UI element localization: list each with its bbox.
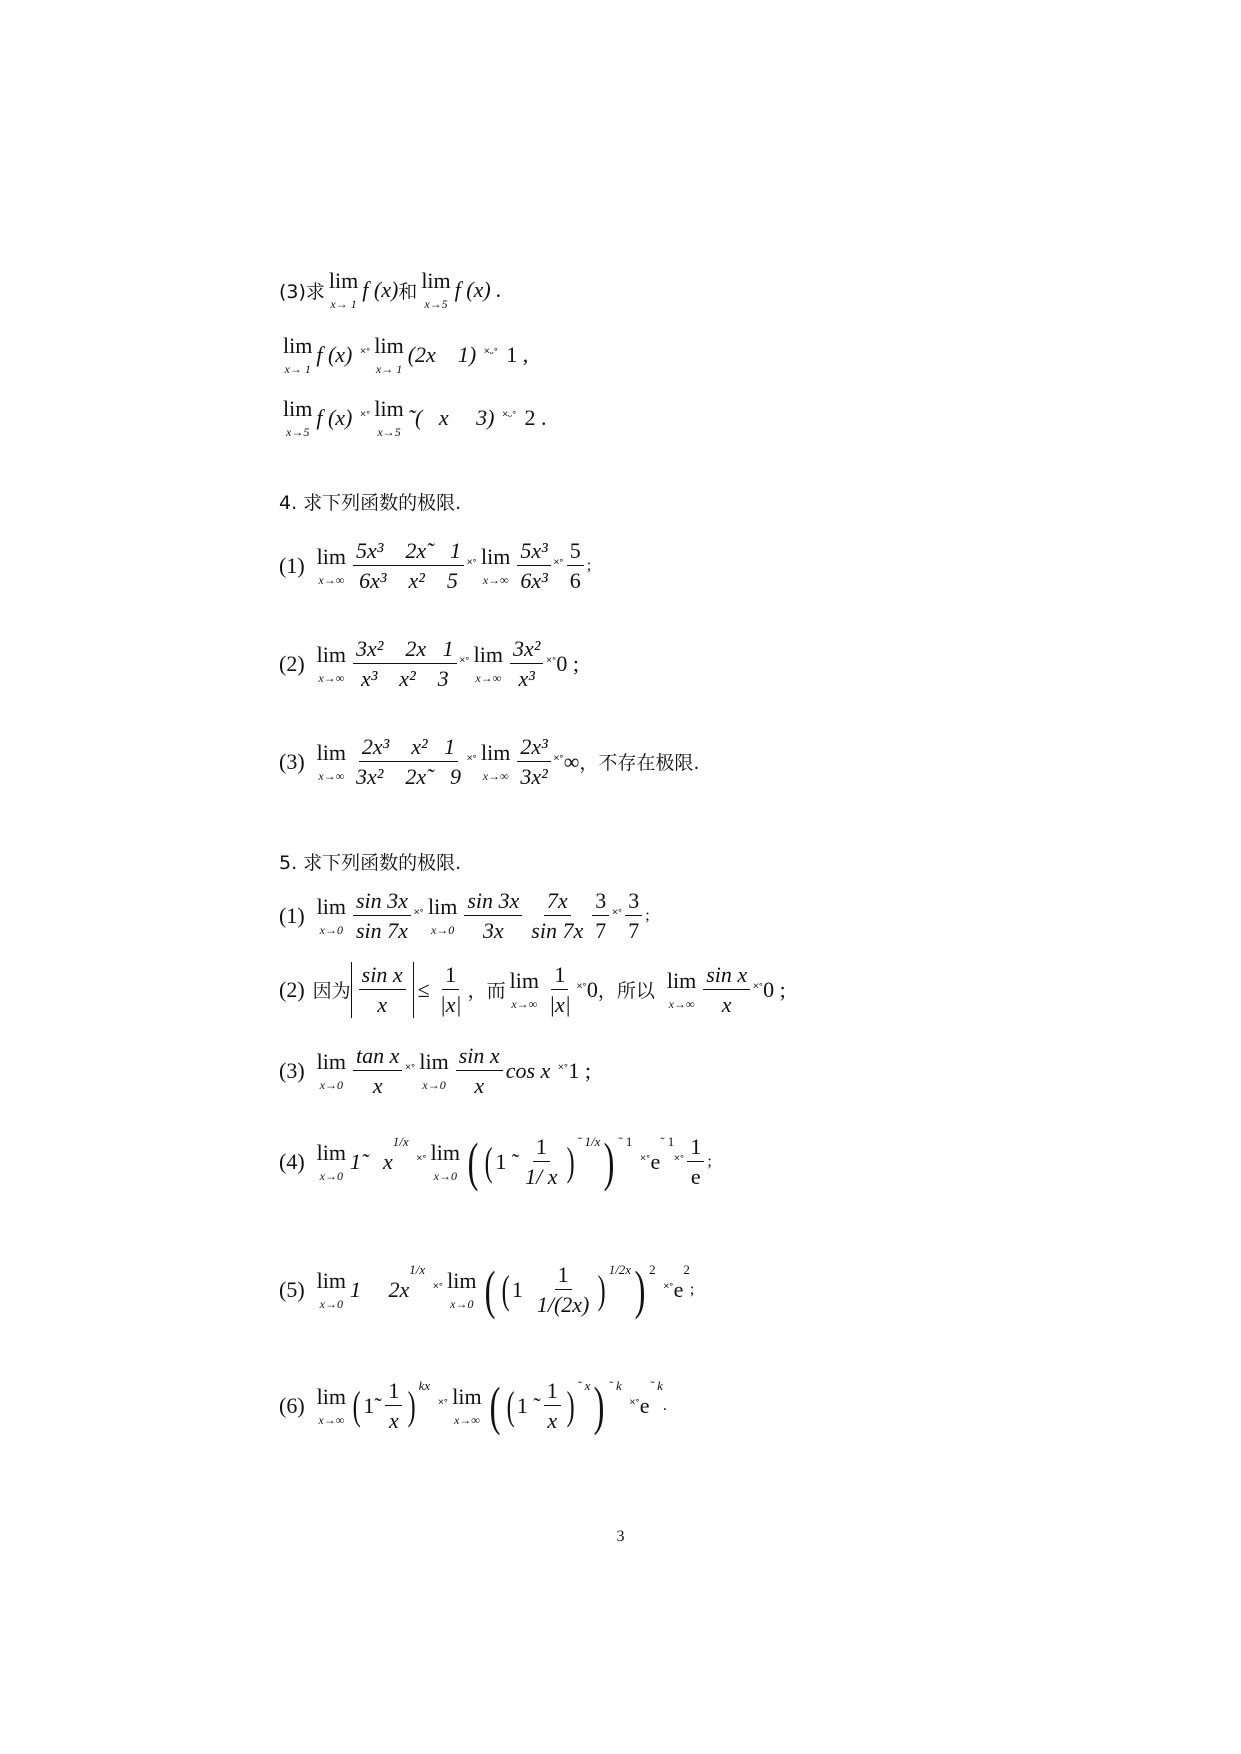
punct: ; [586,556,592,574]
numerator: 2x³ [517,734,550,762]
denominator: 1/ x [525,1164,558,1190]
limit [316,543,346,587]
absolute-value [351,962,414,1018]
limit [427,893,458,937]
numerator: 3 [592,888,609,916]
lim-word: lim [283,333,313,358]
sec4-p1 [279,538,591,594]
lim-word: lim [480,543,511,569]
limit [666,967,697,1011]
left-paren: ( [484,1259,495,1320]
limit [316,1267,346,1311]
denominator: e [690,1164,701,1190]
denominator: 7 [628,918,640,944]
lim-sub: x→0 [422,1077,446,1092]
eq-glyph: ˟˚ [405,1062,416,1078]
limit [283,335,312,375]
exponent: 1/x [409,1262,426,1277]
inner-term: 1̃ [363,1392,375,1418]
conj: 和 [398,280,418,303]
lim-word: lim [316,1383,346,1409]
expr: (2x 1) [407,342,477,367]
limit [316,739,346,783]
denominator: |x| [439,992,462,1018]
denominator: 7 [595,918,607,944]
right-paren: ) [603,1131,615,1192]
lim-sub: x→5 [377,425,401,439]
item3-line2 [279,335,528,375]
exponent: ˜ 1 [660,1134,675,1149]
item-label: (1) [279,552,305,578]
le-symbol: ≤ [417,976,430,1002]
numerator: sin 3x [353,888,411,916]
fraction [625,888,642,944]
denominator: |x| [548,992,571,1018]
text: ，所以 [597,980,655,1003]
right-paren: ) [634,1259,646,1320]
denominator: x [474,1073,485,1099]
lim-sub: x→0 [450,1296,474,1311]
limit [316,893,346,937]
lim-sub: x→ 1 [330,297,357,311]
numerator: sin x [359,962,406,990]
numerator: 1 [533,1134,550,1162]
lim-word: lim [328,268,359,293]
lim-word: lim [473,641,503,667]
lim-word: lim [316,1139,346,1165]
func: f (x) . [454,277,502,302]
eq-glyph: ˟˚ [629,1397,640,1413]
lim-sub: x→0 [430,922,455,937]
fraction [385,1378,402,1434]
fraction [353,734,464,790]
note: ，不存在极限. [579,752,700,775]
left-paren: ( [352,1382,361,1428]
lim-word: lim [427,893,458,919]
limit [473,641,503,685]
item-label: (5) [279,1276,305,1302]
eq-glyph: ˟˚ [553,753,564,769]
numerator: tan x [353,1043,402,1071]
limit [374,335,403,375]
sec5-p3 [279,1043,591,1099]
fraction [510,636,543,692]
eq-glyph: ˟˚ [416,1153,427,1169]
fraction [456,1043,503,1099]
lim-sub: x→5 [286,425,310,439]
sec5-p4 [279,1131,712,1192]
exponent: 1/x [392,1134,409,1149]
result: 0 [586,976,598,1002]
lim-word: lim [283,396,313,421]
eq-glyph: ˟˚ [459,655,470,671]
denominator: 3x² [520,764,548,790]
denominator: x [372,1073,383,1099]
limit [480,543,511,587]
lim-sub: x→0 [319,922,343,937]
item-label: (3) [279,748,305,774]
eq-glyph: ˟ᵕ˚ [484,347,499,362]
item-label: (6) [279,1392,305,1418]
sec5-p1 [279,888,650,944]
euler-e: e [673,1276,684,1302]
exponent: ˜ x [577,1378,591,1393]
denominator: x [388,1408,399,1434]
lim-word: lim [316,739,346,765]
lim-word: lim [374,396,404,421]
numerator: 1 [555,1262,572,1290]
page-number: 3 [616,1528,625,1545]
sec4-p2 [279,636,579,692]
left-paren: ( [467,1131,479,1192]
denominator: x [721,992,732,1018]
func: f (x) [316,405,353,430]
euler-e: e [650,1148,661,1174]
numerator: 1 [442,962,459,990]
exponent: ˜ k [649,1378,663,1393]
exponent: 2 [649,1262,656,1277]
denominator: sin 7x [531,918,584,944]
fraction [703,962,750,1018]
lim-word: lim [374,333,404,358]
lim-sub: x→∞ [482,572,509,587]
right-paren: ) [407,1382,416,1428]
punct: ; [689,1280,695,1298]
lim-sub: x→∞ [318,768,345,783]
fraction [353,1043,402,1099]
fraction [687,1134,704,1190]
right-paren: ) [566,1138,575,1184]
denominator: x [377,992,388,1018]
exponent: ˜ k [608,1378,622,1393]
eq-glyph: ˟˚ [558,1062,569,1078]
inner-term: 1 ˜ [495,1148,520,1174]
denominator: x³ x² 3 [360,666,449,692]
item3-line3 [279,398,547,438]
eq-glyph: ˟˚ [438,1397,449,1413]
numerator: 3 [625,888,642,916]
eq-glyph: ˟˚ [466,557,477,573]
base: 1 2x [350,1276,410,1302]
limit [316,641,346,685]
eq-glyph: ˟˚ [546,655,557,671]
denominator: x³ [518,666,535,692]
limit [421,270,450,310]
lim-sub: x→0 [319,1296,343,1311]
sec5-p6 [279,1375,667,1436]
left-paren: ( [484,1138,493,1184]
lim-word: lim [480,739,511,765]
result: 2 . [524,405,547,430]
expr: ˜( x 3) [407,405,495,430]
fraction [353,538,464,594]
inner-term: 1 [511,1276,523,1302]
denominator: sin 7x [356,918,408,944]
eq-glyph: ˟˚ [413,907,424,923]
denominator: 6x³ x² 5 [359,568,458,594]
fraction [546,962,574,1018]
fraction [567,538,584,594]
lim-word: lim [316,1267,346,1293]
lim-sub: x→∞ [318,670,345,685]
lim-sub: x→ 1 [284,362,311,376]
lim-word: lim [430,1139,461,1165]
lim-sub: x→5 [424,297,448,311]
eq-glyph: ˟ᵕ˚ [502,410,517,425]
lim-sub: x→0 [319,1168,343,1183]
numerator: 1 [687,1134,704,1162]
result: 1 ; [568,1057,591,1083]
eq-glyph: ˟˚ [753,981,764,997]
denominator: 6 [569,568,581,594]
item3-label: (3)求 [279,280,325,303]
lim-word: lim [316,1048,346,1074]
limit [430,1139,461,1183]
result: 0 ; [556,650,579,676]
limit [374,398,403,438]
fraction [522,1134,560,1190]
numerator: 5 [567,538,584,566]
lim-word: lim [447,1267,477,1293]
fraction [464,888,522,944]
text: 因为 [312,980,351,1003]
func: f (x) [316,342,353,367]
exponent: 1/2x [608,1262,632,1277]
lim-word: lim [452,1383,482,1409]
fraction [544,1378,561,1434]
lim-sub: x→∞ [318,572,345,587]
limit [329,270,358,310]
punct: . [662,1396,667,1414]
limit [447,1267,477,1311]
limit [316,1383,346,1427]
denominator: x [547,1408,558,1434]
numerator: 1 [544,1378,561,1406]
limit [509,967,539,1011]
numerator: 3x² [510,636,543,664]
lim-sub: x→0 [433,1168,457,1183]
fraction [359,962,406,1018]
right-paren: ) [593,1375,605,1436]
fraction [592,888,609,944]
limit [316,1139,346,1183]
item-label: (2) [279,976,305,1002]
eq-glyph: ˟˚ [553,557,564,573]
lim-sub: x→0 [319,1077,343,1092]
left-paren: ( [489,1375,500,1436]
lim-sub: x→∞ [475,670,502,685]
limit [283,398,312,438]
lim-sub: x→∞ [482,768,509,783]
eq-glyph: ˟˚ [576,981,587,997]
left-paren: ( [501,1266,510,1312]
lim-sub: x→∞ [668,996,695,1011]
lim-word: lim [419,1048,449,1074]
item-label: (3) [279,1057,305,1083]
fraction [437,962,465,1018]
limit [480,739,511,783]
eq-glyph: ˟˚ [674,1153,685,1169]
sec5-p5 [279,1259,695,1320]
lim-word: lim [421,268,451,293]
right-paren: ) [566,1382,575,1428]
fraction [517,734,550,790]
numerator: 1 [551,962,568,990]
fraction [517,538,550,594]
denominator: 1/(2x) [536,1292,590,1318]
lim-word: lim [316,543,346,569]
numerator: 5x³ [517,538,550,566]
result: 1 , [506,342,529,367]
inner-term: 1 ˜ [516,1392,541,1418]
eq-glyph: ˟˚ [466,753,477,769]
fraction [353,888,411,944]
item-label: (2) [279,650,305,676]
denominator: 6x³ [520,568,548,594]
lim-word: lim [316,641,346,667]
punct: ; [645,906,650,924]
eq-glyph: ˟˚ [640,1153,651,1169]
numerator: 5x³ 2x˜ 1 [353,538,464,566]
sec5-p2 [279,962,786,1018]
exponent: ˜ 1/x [576,1134,601,1149]
lim-sub: x→∞ [318,1412,345,1427]
lim-sub: x→ 1 [375,362,403,376]
numerator: sin x [703,962,750,990]
item-label: (1) [279,902,305,928]
euler-e: e [639,1392,650,1418]
numerator: 1 [385,1378,402,1406]
text: ，而 [467,980,506,1003]
exponent: 2 [683,1262,690,1277]
numerator: 7x [544,888,571,916]
func: f (x) [362,277,399,302]
result: ∞ [563,748,580,774]
lim-word: lim [316,893,346,919]
section5-title: 5. 求下列函数的极限. [279,852,462,874]
punct: ; [707,1152,712,1170]
right-paren: ) [598,1266,607,1312]
exponent: ˜ 1 [618,1134,633,1149]
lim-sub: x→∞ [511,996,538,1011]
exponent: kx [418,1378,431,1393]
left-paren: ( [506,1382,515,1428]
base: 1̃ x [350,1148,393,1174]
item-label: (4) [279,1148,305,1174]
numerator: sin x [456,1043,503,1071]
sec4-p3 [279,734,699,790]
fraction [353,636,457,692]
section4-title: 4. 求下列函数的极限. [279,492,462,514]
limit [419,1048,449,1092]
eq-glyph: ˟˚ [612,907,623,923]
limit [452,1383,482,1427]
fraction [534,1262,593,1318]
numerator: 3x² 2x 1 [353,636,457,664]
eq-glyph: ˟˚ [663,1281,674,1297]
eq-glyph: ˟˚ [360,347,371,362]
lim-sub: x→∞ [453,1412,480,1427]
denominator: 3x² 2x˜ 9 [356,764,461,790]
eq-glyph: ˟˚ [360,410,371,425]
numerator: 2x³ x² 1 [359,734,458,762]
lim-word: lim [509,967,539,993]
fraction [528,888,586,944]
numerator: sin 3x [464,888,522,916]
denominator: 3x [482,918,504,944]
limit [316,1048,346,1092]
eq-glyph: ˟˚ [433,1281,444,1297]
result: 0 ; [763,976,786,1002]
lim-word: lim [666,967,697,993]
cos-term: cos x [505,1057,551,1083]
item3-question [279,270,502,310]
